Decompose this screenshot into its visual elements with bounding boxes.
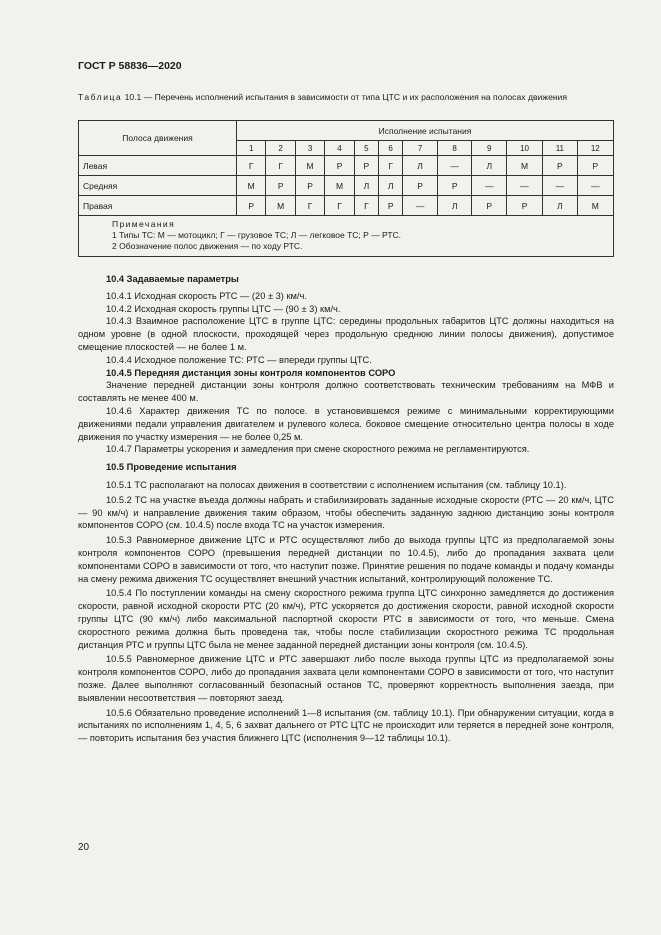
execution-number: 12 <box>577 141 613 156</box>
table-cell: Р <box>325 156 354 176</box>
table-row-left <box>79 156 614 176</box>
table-notes <box>79 216 614 257</box>
paragraph: 10.4.4 Исходное положение ТС: РТС — впереди группы ЦТС. <box>106 354 372 365</box>
table-cell: — <box>577 176 613 196</box>
table-caption-lead: Таблица <box>78 92 123 102</box>
row-label: Средняя <box>79 176 237 196</box>
table-cell: М <box>266 196 295 216</box>
paragraph: 10.5.2 ТС на участке въезда должны набрать и стабилизировать заданные исходные скорости (РТС — 20 км/ч, ЦТС — 90 км/ч) и направление движения таким образом, чтобы обеспечить заданную заднюю дистанцию зоны контроля компонентов СОРО (см. 10.4.5) после входа ТС на участок измерения. <box>78 494 614 531</box>
table-cell: Л <box>437 196 472 216</box>
paragraph: 10.5.1 ТС располагают на полосах движения в соответствии с исполнением испытания (см. таблицу 10.1). <box>106 479 567 490</box>
row-label: Левая <box>79 156 237 176</box>
execution-number: 7 <box>403 141 438 156</box>
execution-number: 5 <box>354 141 378 156</box>
row-label: Правая <box>79 196 237 216</box>
table-caption-text: 10.1 — Перечень исполнений испытания в зависимости от типа ЦТС и их расположения на полосах движения <box>122 92 568 102</box>
table-cell: Р <box>437 176 472 196</box>
paragraph: 10.4.3 Взаимное расположение ЦТС в группе ЦТС: середины продольных габаритов ЦТС должны находиться на одном уровне (в одной плоскости, проходящей через продольную среднюю линии полосы движения), допустимое смещение плоскостей — не более 1 м. <box>78 316 614 352</box>
table-cell: Р <box>507 196 543 216</box>
table-cell: М <box>237 176 266 196</box>
execution-number: 1 <box>237 141 266 156</box>
table-cell: — <box>543 176 578 196</box>
paragraph: 10.5.4 По поступлении команды на смену скоростного режима группа ЦТС синхронно замедляется до достижения скорости, равной исходной скорости РТС (20 км/ч), РТС ускоряется до достижения скорости, равной исходной скорости группы ЦТС (90 км/ч) либо максимальной паспортной скорости РТС в зависимости от того, что меньше. Смена скоростного режима должна быть проведена так, чтобы после стабилизации скоростного режима ТС продольная дистанция РТС и группы ЦТС была не менее заданной передней дистанции зоны контроля (см. 10.4.5). <box>78 588 614 650</box>
table-cell: Р <box>577 156 613 176</box>
table-cell: Л <box>543 196 578 216</box>
execution-number: 2 <box>266 141 295 156</box>
table-cell: — <box>472 176 507 196</box>
section-heading: 10.5 Проведение испытания <box>106 462 237 473</box>
table-cell: М <box>507 156 543 176</box>
table-cell: Р <box>403 176 438 196</box>
document-code: ГОСТ Р 58836—2020 <box>78 60 182 72</box>
paragraph: Значение передней дистанции зоны контроля должно соответствовать техническим требованиям на МФВ и составлять не менее 400 м. <box>78 380 614 404</box>
header-lane: Полоса движения <box>79 121 237 156</box>
paragraph: 10.5.3 Равномерное движение ЦТС и РТС осуществляют либо до выхода группы ЦТС из предполагаемой зоны контроля компонентов СОРО (превышения передней дистанции по 10.4.5), либо до пропадания захвата цели компонентами СОРО в зависимости от того, что наступит позже. Принятие решения по подаче команды и подачу команды на смену режима движения ТС осуществляет внешний участник испытаний, контролирующий положение ТС. <box>78 535 614 584</box>
paragraph: 10.4.6 Характер движения ТС по полосе. в установившемся режиме с минимальными корректирующими движениями педали управления двигателем и рулевого колеса. боковое смещение относительно центра полосы в ходе движения по участку измерения — не более 0,25 м. <box>78 405 614 442</box>
table-cell: Г <box>354 196 378 216</box>
table-cell: — <box>507 176 543 196</box>
table-cell: М <box>325 176 354 196</box>
page-number: 20 <box>78 842 90 853</box>
execution-table <box>78 120 614 257</box>
table-cell: Л <box>472 156 507 176</box>
table-cell: Г <box>325 196 354 216</box>
execution-number: 6 <box>379 141 403 156</box>
note-1: 1 Типы ТС: М — мотоцикл; Г — грузовое ТС; Л — легковое ТС; Р — РТС. <box>112 230 402 240</box>
note-2: 2 Обозначение полос движения — по ходу РТС. <box>112 241 303 251</box>
execution-number: 10 <box>507 141 543 156</box>
paragraph: 10.4.2 Исходная скорость группы ЦТС — (90 ± 3) км/ч. <box>106 303 341 314</box>
table-cell: — <box>437 156 472 176</box>
table-row-middle <box>79 176 614 196</box>
execution-number: 4 <box>325 141 354 156</box>
table-cell: Р <box>295 176 324 196</box>
paragraph: 10.5.5 Равномерное движение ЦТС и РТС завершают либо после выхода группы ЦТС из предполагаемой зоны контроля компонентов СОРО, либо до пропадания захвата цели компонентами СОРО в зависимости от того, что наступит позже. Далее выполняют согласованный безопасный останов ТС, проверяют корректность выполнения заезда, при выявлении несоответствия — повторяют заезд. <box>78 654 614 703</box>
execution-number: 11 <box>543 141 578 156</box>
table-cell: Р <box>266 176 295 196</box>
table-cell: Л <box>354 176 378 196</box>
table-cell: Р <box>237 196 266 216</box>
execution-number: 3 <box>295 141 324 156</box>
paragraph: 10.5.6 Обязательно проведение исполнений 1—8 испытания (см. таблицу 10.1). При обнаружении ситуации, когда в испытаниях по исполнениям 1, 4, 5, 6 захват дальнего от РТС ЦТС не происходит или теряется в передней зоне контроля, — повторить испытания без участия ближнего ЦТС (исполнения 9—12 таблицы 10.1). <box>78 707 614 744</box>
notes-heading: Примечания <box>112 219 176 229</box>
paragraph: 10.4.1 Исходная скорость РТС — (20 ± 3) км/ч. <box>106 290 307 301</box>
table-cell: Г <box>295 196 324 216</box>
table-cell: — <box>403 196 438 216</box>
header-execution: Исполнение испытания <box>237 121 614 141</box>
table-cell: Л <box>403 156 438 176</box>
table-cell: Г <box>266 156 295 176</box>
table-row-right <box>79 196 614 216</box>
execution-number: 9 <box>472 141 507 156</box>
table-cell: М <box>295 156 324 176</box>
section-heading: 10.4 Задаваемые параметры <box>106 274 239 284</box>
table-cell: Р <box>379 196 403 216</box>
subsection-heading: 10.4.5 Передняя дистанция зоны контроля компонентов СОРО <box>106 367 396 378</box>
paragraph: 10.4.7 Параметры ускорения и замедления при смене скоростного режима не регламентируются. <box>106 444 530 455</box>
table-caption <box>78 92 614 103</box>
table-cell: Р <box>472 196 507 216</box>
table-cell: Р <box>354 156 378 176</box>
table-cell: Л <box>379 176 403 196</box>
execution-number: 8 <box>437 141 472 156</box>
table-cell: Г <box>379 156 403 176</box>
body-text <box>78 270 614 745</box>
table-cell: Р <box>543 156 578 176</box>
table-cell: Г <box>237 156 266 176</box>
table-cell: М <box>577 196 613 216</box>
